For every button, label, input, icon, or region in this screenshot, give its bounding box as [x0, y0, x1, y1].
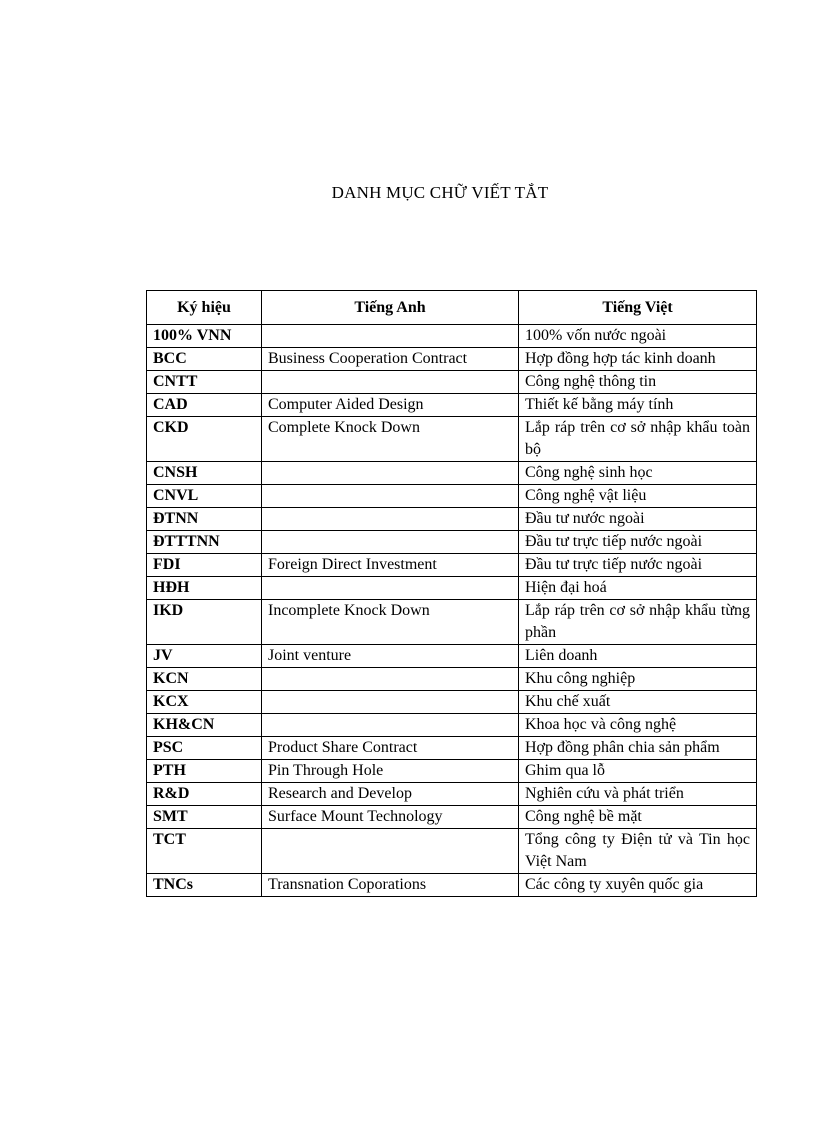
cell-english: Transnation Coporations — [262, 874, 519, 897]
cell-english — [262, 325, 519, 348]
table-row — [147, 691, 757, 714]
cell-english — [262, 462, 519, 485]
cell-english — [262, 577, 519, 600]
table-row — [147, 714, 757, 737]
cell-code: 100% VNN — [147, 325, 262, 348]
cell-english — [262, 485, 519, 508]
cell-english: Joint venture — [262, 645, 519, 668]
cell-english: Computer Aided Design — [262, 394, 519, 417]
cell-english: Pin Through Hole — [262, 760, 519, 783]
cell-vietnamese: Lắp ráp trên cơ sở nhập khẩu từng phần — [519, 600, 757, 645]
cell-vietnamese: Hợp đồng phân chia sản phẩm — [519, 737, 757, 760]
cell-code: KCX — [147, 691, 262, 714]
table-row — [147, 394, 757, 417]
cell-code: CAD — [147, 394, 262, 417]
cell-code: HĐH — [147, 577, 262, 600]
cell-english: Surface Mount Technology — [262, 806, 519, 829]
table-row — [147, 737, 757, 760]
cell-code: FDI — [147, 554, 262, 577]
cell-english: Foreign Direct Investment — [262, 554, 519, 577]
table-row — [147, 462, 757, 485]
cell-code: ĐTNN — [147, 508, 262, 531]
cell-code: PTH — [147, 760, 262, 783]
cell-vietnamese: Nghiên cứu và phát triển — [519, 783, 757, 806]
cell-vietnamese: Ghim qua lỗ — [519, 760, 757, 783]
cell-vietnamese: Liên doanh — [519, 645, 757, 668]
cell-code: TNCs — [147, 874, 262, 897]
cell-vietnamese: Đầu tư trực tiếp nước ngoài — [519, 531, 757, 554]
table-body — [147, 325, 757, 897]
table-row — [147, 417, 757, 462]
table-header-row — [147, 291, 757, 325]
cell-code: CNSH — [147, 462, 262, 485]
cell-english — [262, 371, 519, 394]
cell-code: ĐTTTNN — [147, 531, 262, 554]
cell-code: IKD — [147, 600, 262, 645]
cell-vietnamese: Lắp ráp trên cơ sở nhập khẩu toàn bộ — [519, 417, 757, 462]
cell-vietnamese: Đầu tư nước ngoài — [519, 508, 757, 531]
page-title: DANH MỤC CHỮ VIẾT TẮT — [331, 183, 549, 202]
cell-vietnamese: Hợp đồng hợp tác kinh doanh — [519, 348, 757, 371]
cell-english — [262, 508, 519, 531]
cell-code: CNTT — [147, 371, 262, 394]
cell-code: R&D — [147, 783, 262, 806]
cell-vietnamese: Khoa học và công nghệ — [519, 714, 757, 737]
cell-english: Product Share Contract — [262, 737, 519, 760]
table-row — [147, 554, 757, 577]
cell-vietnamese: Thiết kế bằng máy tính — [519, 394, 757, 417]
cell-vietnamese: Hiện đại hoá — [519, 577, 757, 600]
table-row — [147, 806, 757, 829]
table-row — [147, 760, 757, 783]
table-row — [147, 371, 757, 394]
header-code: Ký hiệu — [147, 291, 262, 325]
cell-vietnamese: Đầu tư trực tiếp nước ngoài — [519, 554, 757, 577]
table-row — [147, 829, 757, 874]
cell-english: Research and Develop — [262, 783, 519, 806]
abbreviation-table — [146, 290, 757, 897]
cell-english: Business Cooperation Contract — [262, 348, 519, 371]
table-row — [147, 783, 757, 806]
table-row — [147, 600, 757, 645]
cell-english — [262, 829, 519, 874]
table-row — [147, 645, 757, 668]
header-english: Tiếng Anh — [262, 291, 519, 325]
header-vietnamese: Tiếng Việt — [519, 291, 757, 325]
cell-code: KH&CN — [147, 714, 262, 737]
table-row — [147, 325, 757, 348]
table-row — [147, 874, 757, 897]
table-row — [147, 668, 757, 691]
cell-code: PSC — [147, 737, 262, 760]
cell-english: Incomplete Knock Down — [262, 600, 519, 645]
table-row — [147, 508, 757, 531]
cell-english — [262, 714, 519, 737]
cell-code: JV — [147, 645, 262, 668]
cell-vietnamese: Tổng công ty Điện tử và Tin học Việt Nam — [519, 829, 757, 874]
table-row — [147, 577, 757, 600]
cell-vietnamese: Công nghệ sinh học — [519, 462, 757, 485]
cell-vietnamese: Khu chế xuất — [519, 691, 757, 714]
cell-vietnamese: Công nghệ bề mặt — [519, 806, 757, 829]
cell-english — [262, 691, 519, 714]
cell-code: SMT — [147, 806, 262, 829]
cell-vietnamese: Công nghệ vật liệu — [519, 485, 757, 508]
cell-code: CNVL — [147, 485, 262, 508]
cell-english: Complete Knock Down — [262, 417, 519, 462]
table-row — [147, 485, 757, 508]
cell-english — [262, 531, 519, 554]
cell-code: KCN — [147, 668, 262, 691]
table-row — [147, 531, 757, 554]
cell-vietnamese: 100% vốn nước ngoài — [519, 325, 757, 348]
cell-code: BCC — [147, 348, 262, 371]
cell-vietnamese: Khu công nghiệp — [519, 668, 757, 691]
cell-vietnamese: Công nghệ thông tin — [519, 371, 757, 394]
cell-vietnamese: Các công ty xuyên quốc gia — [519, 874, 757, 897]
cell-code: CKD — [147, 417, 262, 462]
table-row — [147, 348, 757, 371]
cell-code: TCT — [147, 829, 262, 874]
cell-english — [262, 668, 519, 691]
